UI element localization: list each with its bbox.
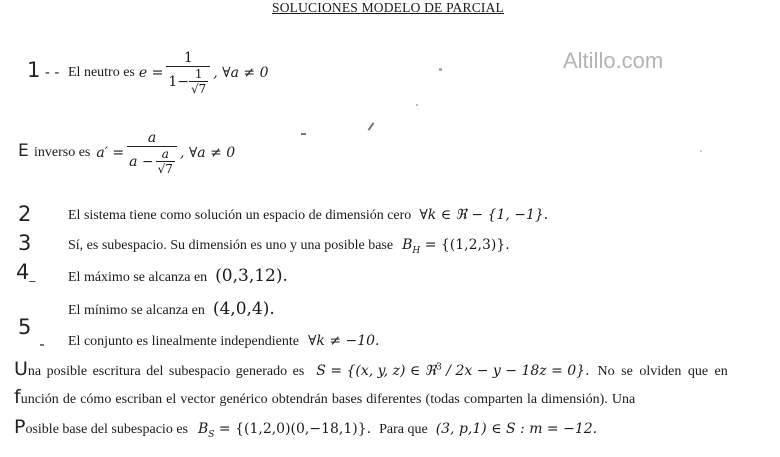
item4-min-text: El mínimo se alcanza en [68,303,205,318]
page-title: SOLUCIONES MODELO DE PARCIAL [272,0,504,15]
item6-line1-tail: No se olviden que en [597,364,728,379]
inverso-fraction: a a − $\frac{a}{√7}$ [127,130,177,176]
item6-initial-1: U [14,358,28,380]
item6-line3-text: osible base del subespacio es [25,422,188,437]
item2-math: ∀k ∈ ℜ − {1, −1}. [419,207,549,223]
item-marker-3: 3 [18,231,32,255]
item3-text: Sí, es subespacio. Su dimensión es uno y una posible base [68,238,394,253]
item6-initial-3: P [14,416,26,438]
item5-line [68,332,380,350]
item4-max-text: El máximo se alcanza en [68,270,208,285]
item-marker-5: 5 [18,315,32,339]
inverso-line [34,130,235,176]
scan-speck [416,104,418,106]
item5-text: El conjunto es linealmente independiente [68,334,299,349]
item2-text: El sistema tiene como solución un espacio de dimensión cero [68,208,412,223]
item3-line [68,236,510,256]
item4-max-point: (0,3,12). [215,266,288,286]
neutro-lhs: e = [138,65,164,81]
neutro-line [68,50,269,96]
item-marker-2: 2 [18,202,32,226]
item6-line1-math: S = {(x, y, z) ∈ ℜ$^3$ / 2x − y − 18z = 0}. [316,362,590,379]
item6-line1-text: na posible escritura del subespacio generado es [27,364,305,379]
item6-line3-tail: Para que [379,422,428,437]
item3-math: $B_H = \{(1,2,3)\}$. [402,237,510,256]
item6-line-1 [14,360,728,380]
scan-speck [301,133,306,135]
item6-line3-math: $B_S = \{(1,2,0)(0,-18,1)\}$. [197,421,372,440]
neutro-fraction: 1 1− $\frac{1}{√7}$ [166,50,210,96]
item6-line-3 [14,418,597,440]
scan-speck [40,344,44,346]
item-marker-1: 1 - - [27,58,60,82]
item5-math: ∀k ≠ −10. [307,333,380,349]
watermark: Altillo.com [563,48,664,73]
inverso-label: inverso es [34,145,91,160]
scan-speck [368,122,375,131]
item6-initial-2: f [14,386,21,408]
scan-speck [700,150,702,152]
item1-inverso-initial: E [18,141,29,161]
scan-speck [439,68,442,71]
neutro-label: El neutro es [68,65,135,80]
inverso-condition: , ∀a ≠ 0 [179,145,236,161]
item6-line2-text: unción de cómo escriban el vector genérico obtendrán bases diferentes (todas comparten la dimensión). Una [20,392,636,407]
inverso-lhs: a′ = [96,145,125,161]
item4-min-point: (4,0,4). [212,299,275,319]
item-marker-4: 4_ [16,260,36,284]
item4-min-line [68,299,275,319]
neutro-condition: , ∀a ≠ 0 [213,65,269,81]
item4-max-line [68,266,288,286]
item6-line3-math2: (3, p,1) ∈ S : m = −12. [435,421,598,437]
item6-line-2 [14,388,635,408]
item2-line [68,206,548,224]
